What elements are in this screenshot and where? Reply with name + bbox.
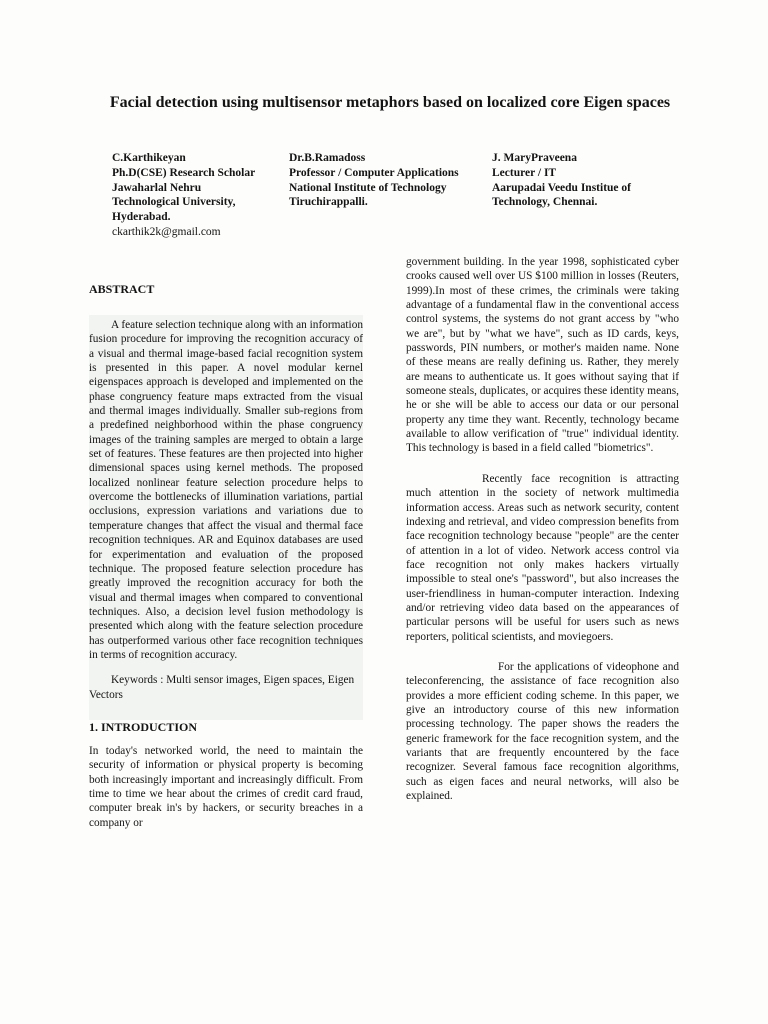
introduction-paragraph-continued: government building. In the year 1998, sophisticated cyber crooks caused well over US $100 million in losses (Reuters, 1999).In most of these crimes, the criminals were taking advantage of a fundamental flaw in the conventional access control systems, the systems do not grant access by "who we are", but by "what we have", such as ID cards, keys, passwords, PIN numbers, or mother's maiden name. None of these means are really defining us. Rather, they merely are means to authenticate us. It goes without saying that if someone steals, duplicates, or acquires these identity means, he or she will be able to access our data or our personal property any time they want. Recently, technology became available to allow verification of "true" individual identity. This technology is based in a field called "biometrics".	[406, 256, 679, 455]
author-name: C.Karthikeyan	[112, 152, 186, 164]
abstract-heading: ABSTRACT	[89, 282, 155, 296]
author-affiliation-line: National Institute of Technology	[289, 181, 447, 194]
introduction-paragraph: In today's networked world, the need to maintain the security of information or physical property is becoming both increasingly important and increasingly difficult. From time to time we hear about the crimes of credit card fraud, computer break in's by hackers, or security breaches in a company or	[89, 744, 363, 829]
author-block-marypraveena	[492, 151, 682, 210]
introduction-paragraph: For the applications of videophone and teleconferencing, the assistance of face recognition also provides a more efficient coding scheme. In this paper, we give an introductory course of this new information processing technology. The paper shows the readers the generic framework for the face recognition system, and the variants that are frequently encountered by the face recognizer. Several famous face recognition algorithms, such as eigen faces and neural networks, will also be explained.	[406, 660, 679, 803]
left-column	[89, 282, 363, 830]
author-affiliation-line: Tiruchirappalli.	[289, 196, 368, 209]
abstract-block	[89, 315, 363, 720]
author-name: Dr.B.Ramadoss	[289, 152, 366, 164]
author-email: ckarthik2k@gmail.com	[112, 225, 221, 238]
right-column	[406, 255, 679, 803]
author-affiliation-line: Professor / Computer Applications	[289, 166, 459, 179]
author-affiliation-line: Technological University,	[112, 196, 236, 209]
author-block-ramadoss	[289, 151, 479, 210]
author-affiliation-line: Lecturer / IT	[492, 166, 557, 179]
author-affiliation-line: Aarupadai Veedu Institue of	[492, 181, 631, 194]
author-affiliation-line: Jawaharlal Nehru	[112, 181, 202, 194]
author-affiliation-line: Ph.D(CSE) Research Scholar	[112, 166, 256, 179]
author-name: J. MaryPraveena	[492, 152, 577, 164]
paper-title: Facial detection using multisensor metaphors based on localized core Eigen spaces	[109, 94, 671, 111]
author-block-karthikeyan	[112, 151, 282, 240]
introduction-heading: 1. INTRODUCTION	[89, 719, 198, 734]
abstract-text: A feature selection technique along with an information fusion procedure for improving the recognition accuracy of a visual and thermal image-based facial recognition system is presented in this paper. A novel modular kernel eigenspaces approach is developed and implemented on the phase congruency feature maps extracted from the visual and thermal images individually. Smaller sub-regions from a predefined neighborhood within the phase congruency images of the training samples are merged to obtain a large set of features. These features are then projected into higher dimensional spaces using kernel methods. The proposed localized nonlinear feature selection procedure helps to overcome the bottlenecks of illumination variations, partial occlusions, expression variations and variations due to temperature changes that affect the visual and thermal face recognition techniques. AR and Equinox databases are used for experimentation and evaluation of the proposed technique. The proposed feature selection procedure has greatly improved the recognition accuracy for both the visual and thermal images when compared to conventional techniques. Also, a decision level fusion methodology is presented which along with the feature selection procedure has outperformed various other face recognition techniques in terms of recognition accuracy.	[89, 319, 363, 661]
introduction-paragraph: Recently face recognition is attracting much attention in the society of network multimedia information access. Areas such as network security, content indexing and retrieval, and video compression benefits from face recognition technology because "people" are the center of attention in a lot of video. Network access control via face recognition not only makes hackers virtually impossible to steal one's "password", but also increases the user-friendliness in human-computer interaction. Indexing and/or retrieving video data based on the appearances of particular persons will be useful for users such as news reporters, political scientists, and moviegoers.	[406, 472, 679, 643]
author-affiliation-line: Hyderabad.	[112, 211, 171, 224]
keywords-line: Keywords : Multi sensor images, Eigen spaces, Eigen Vectors	[89, 674, 355, 701]
author-affiliation-line: Technology, Chennai.	[492, 196, 598, 209]
